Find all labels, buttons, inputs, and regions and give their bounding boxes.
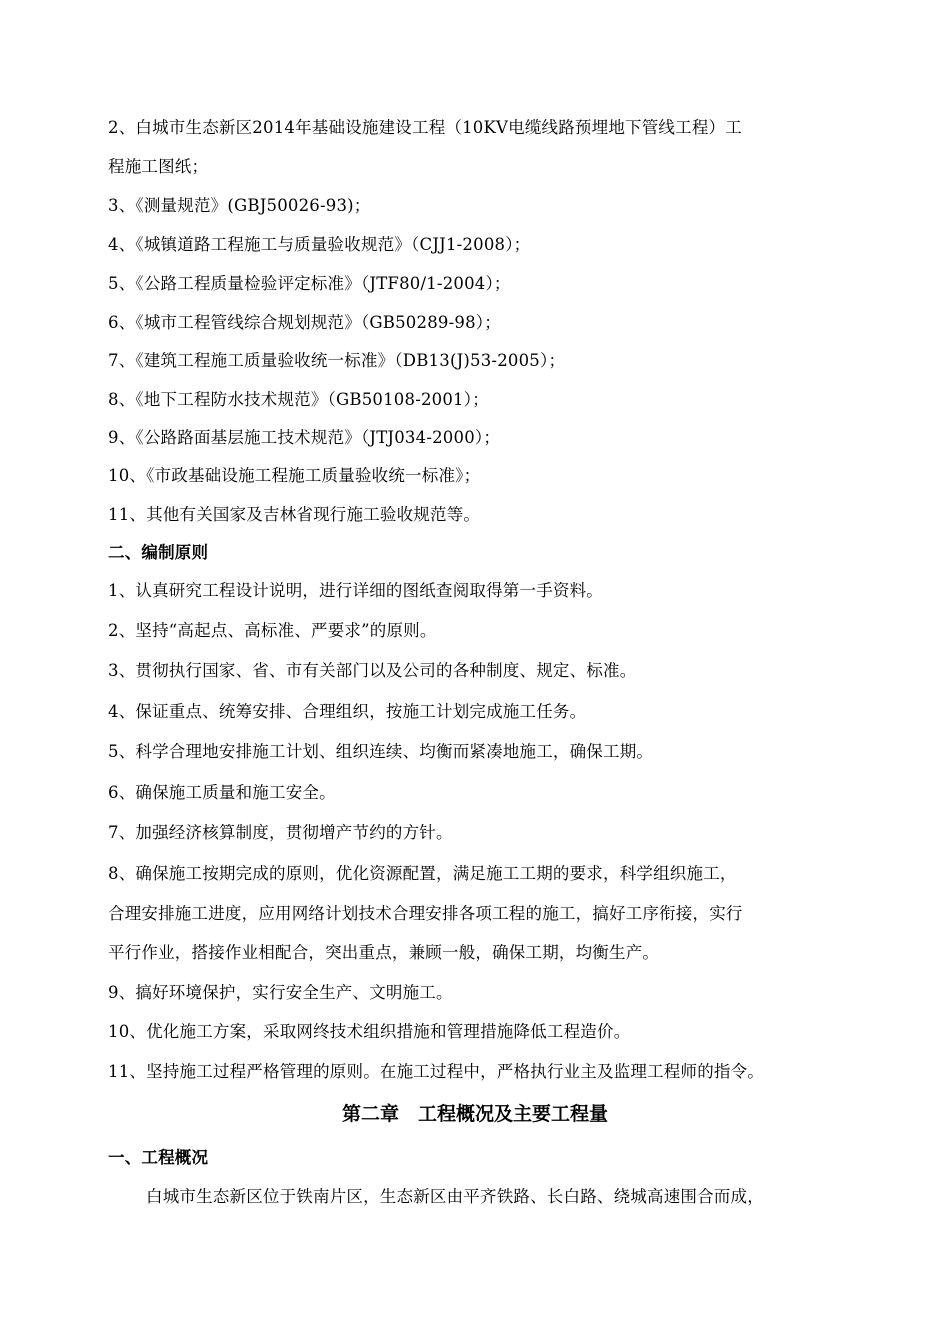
reference-item-5: 5、《公路工程质量检验评定标准》（JTF80/1-2004）； — [108, 274, 511, 293]
principle-item-6: 6、确保施工质量和施工安全。 — [108, 783, 336, 802]
principle-item-10: 10、优化施工方案，采取网终技术组织措施和管理措施降低工程造价。 — [108, 1022, 631, 1041]
reference-item-2: 2、白城市生态新区2014年基础设施建设工程（10KV电缆线路预埋地下管线工程）工 — [108, 118, 742, 137]
reference-item-2-cont: 程施工图纸； — [108, 157, 209, 176]
reference-item-4: 4、《城镇道路工程施工与质量验收规范》（CJJ1-2008）； — [108, 235, 531, 254]
reference-item-9: 9、《公路路面基层施工技术规范》（JTJ034-2000）； — [108, 428, 501, 447]
overview-heading: 一、工程概况 — [108, 1148, 209, 1167]
principle-item-4: 4、保证重点、统筹安排、合理组织，按施工计划完成施工任务。 — [108, 702, 587, 721]
principle-item-1: 1、认真研究工程设计说明，进行详细的图纸查阅取得第一手资料。 — [108, 581, 603, 600]
principle-item-5: 5、科学合理地安排施工计划、组织连续、均衡而紧凑地施工，确保工期。 — [108, 742, 654, 761]
principle-item-3: 3、贯彻执行国家、省、市有关部门以及公司的各种制度、规定、标准。 — [108, 661, 637, 680]
principles-heading: 二、编制原则 — [108, 543, 209, 562]
principle-item-8-cont-2: 平行作业，搭接作业相配合，突出重点，兼顾一般，确保工期，均衡生产。 — [108, 943, 660, 962]
principle-item-8: 8、确保施工按期完成的原则，优化资源配置，满足施工工期的要求，科学组织施工， — [108, 864, 737, 883]
principle-item-9: 9、搞好环境保护，实行安全生产、文明施工。 — [108, 983, 453, 1002]
principle-item-8-cont-1: 合理安排施工进度，应用网络计划技术合理安排各项工程的施工，搞好工序衔接，实行 — [108, 904, 743, 923]
reference-item-7: 7、《建筑工程施工质量验收统一标准》（DB13(J)53-2005）； — [108, 351, 566, 370]
overview-paragraph: 白城市生态新区位于铁南片区，生态新区由平齐铁路、长白路、绕城高速围合而成， — [146, 1187, 764, 1206]
principle-item-7: 7、加强经济核算制度，贯彻增产节约的方针。 — [108, 823, 453, 842]
reference-item-3: 3、《测量规范》(GBJ50026-93)； — [108, 196, 371, 215]
principle-item-11: 11、坚持施工过程严格管理的原则。在施工过程中，严格执行业主及监理工程师的指令。 — [108, 1062, 764, 1081]
reference-item-11: 11、其他有关国家及吉林省现行施工验收规范等。 — [108, 505, 481, 524]
reference-item-6: 6、《城市工程管线综合规划规范》（GB50289-98）； — [108, 313, 501, 332]
reference-item-10: 10、《市政基础设施工程施工质量验收统一标准》； — [108, 466, 481, 485]
principle-item-2: 2、坚持“高起点、高标准、严要求”的原则。 — [108, 621, 437, 640]
chapter-title: 第二章 工程概况及主要工程量 — [341, 1103, 608, 1125]
reference-item-8: 8、《地下工程防水技术规范》（GB50108-2001）； — [108, 390, 489, 409]
